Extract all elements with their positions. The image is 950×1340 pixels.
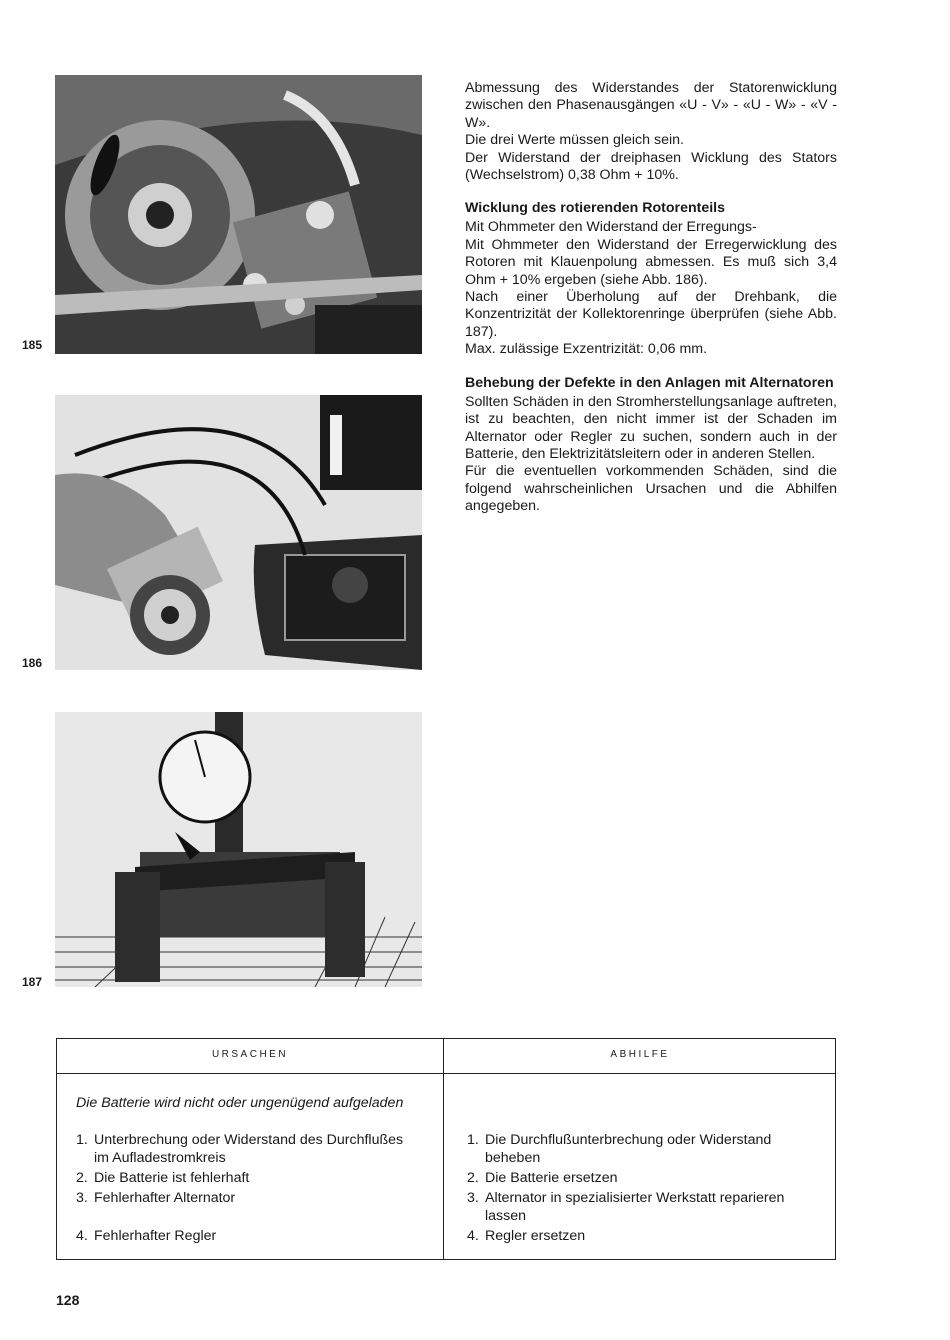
cause-number: 1.	[76, 1132, 88, 1148]
paragraph-lathe: Nach einer Überholung auf der Drehbank, die Konzentrizität der Kollektorenringe überprüfen (siehe Abb. 187).	[465, 289, 837, 340]
remedy-text: Regler ersetzen	[485, 1228, 586, 1244]
text-column	[465, 80, 837, 516]
paragraph-damage: Sollten Schäden in den Stromherstellungsanlage auftreten, ist zu beachten, den nicht immer ist der Schaden im Alternator oder Regler zu suchen, sondern auch in der Batterie, den Elektrizitätsleitern oder in anderen Stellen.	[465, 393, 837, 462]
cause-number: 4.	[76, 1228, 88, 1244]
table-header-rule	[57, 1073, 835, 1074]
cause-item	[76, 1132, 421, 1168]
paragraph-values-equal: Die drei Werte müssen gleich sein.	[465, 132, 684, 149]
paragraph-causes-intro: Für die eventuellen vorkommenden Schäden, sind die folgend wahrscheinlichen Ursachen und die Abhilfen angegeben.	[465, 463, 837, 515]
remedy-number: 2.	[467, 1170, 479, 1186]
heading-defects: Behebung der Defekte in den Anlagen mit Alternatoren	[465, 374, 834, 391]
remedy-text: Alternator in spezialisierter Werkstatt reparieren lassen	[485, 1190, 785, 1224]
header-causes: URSACHEN	[211, 1049, 289, 1060]
remedy-text: Die Batterie ersetzen	[485, 1170, 618, 1186]
remedy-text: Die Durchflußunterbrechung oder Widerstand beheben	[485, 1132, 772, 1166]
paragraph-ohmmeter-2: Mit Ohmmeter den Widerstand der Erregerwicklung des Rotoren mit Klauenpolung abmessen. Es muß sich 3,4 Ohm + 10% ergeben (siehe Abb. 186).	[465, 236, 837, 288]
dial-indicator-photo	[55, 712, 422, 987]
remedy-number: 3.	[467, 1190, 479, 1206]
figure-number-186: 186	[22, 656, 43, 670]
paragraph-eccentricity: Max. zulässige Exzentrizität: 0,06 mm.	[465, 341, 708, 358]
cause-text: Fehlerhafter Alternator	[94, 1190, 236, 1206]
figure-185-photo	[55, 75, 422, 354]
figure-number-187: 187	[22, 975, 43, 989]
ohmmeter-rotor-photo	[55, 395, 422, 670]
cause-number: 3.	[76, 1190, 88, 1206]
header-remedy: ABHILFE	[610, 1049, 670, 1060]
page-number: 128	[56, 1292, 80, 1308]
remedy-number: 4.	[467, 1228, 479, 1244]
table-column-divider	[443, 1039, 444, 1259]
cause-title: Die Batterie wird nicht oder ungenügend aufgeladen	[76, 1095, 404, 1111]
heading-rotor-winding: Wicklung des rotierenden Rotorenteils	[465, 200, 726, 217]
paragraph-stator-resistance: Der Widerstand der dreiphasen Wicklung des Stators (Wechselstrom) 0,38 Ohm + 10%.	[465, 149, 837, 184]
cause-text: Unterbrechung oder Widerstand des Durchflußes im Aufladestromkreis	[94, 1132, 404, 1166]
cause-number: 2.	[76, 1170, 88, 1186]
figure-187-photo	[55, 712, 422, 987]
cause-text: Die Batterie ist fehlerhaft	[94, 1170, 250, 1186]
paragraph-ohmmeter-1: Mit Ohmmeter den Widerstand der Erregungs-	[465, 219, 757, 236]
cause-text: Fehlerhafter Regler	[94, 1228, 217, 1244]
paragraph-stator-measure: Abmessung des Widerstandes der Statorenwicklung zwischen den Phasenausgängen «U - V» - «U - W» - «V - W».	[465, 80, 837, 131]
troubleshooting-table	[56, 1038, 836, 1260]
figure-186-photo	[55, 395, 422, 670]
figure-number-185: 185	[22, 338, 43, 352]
remedy-number: 1.	[467, 1132, 479, 1148]
alternator-stator-photo	[55, 75, 422, 354]
